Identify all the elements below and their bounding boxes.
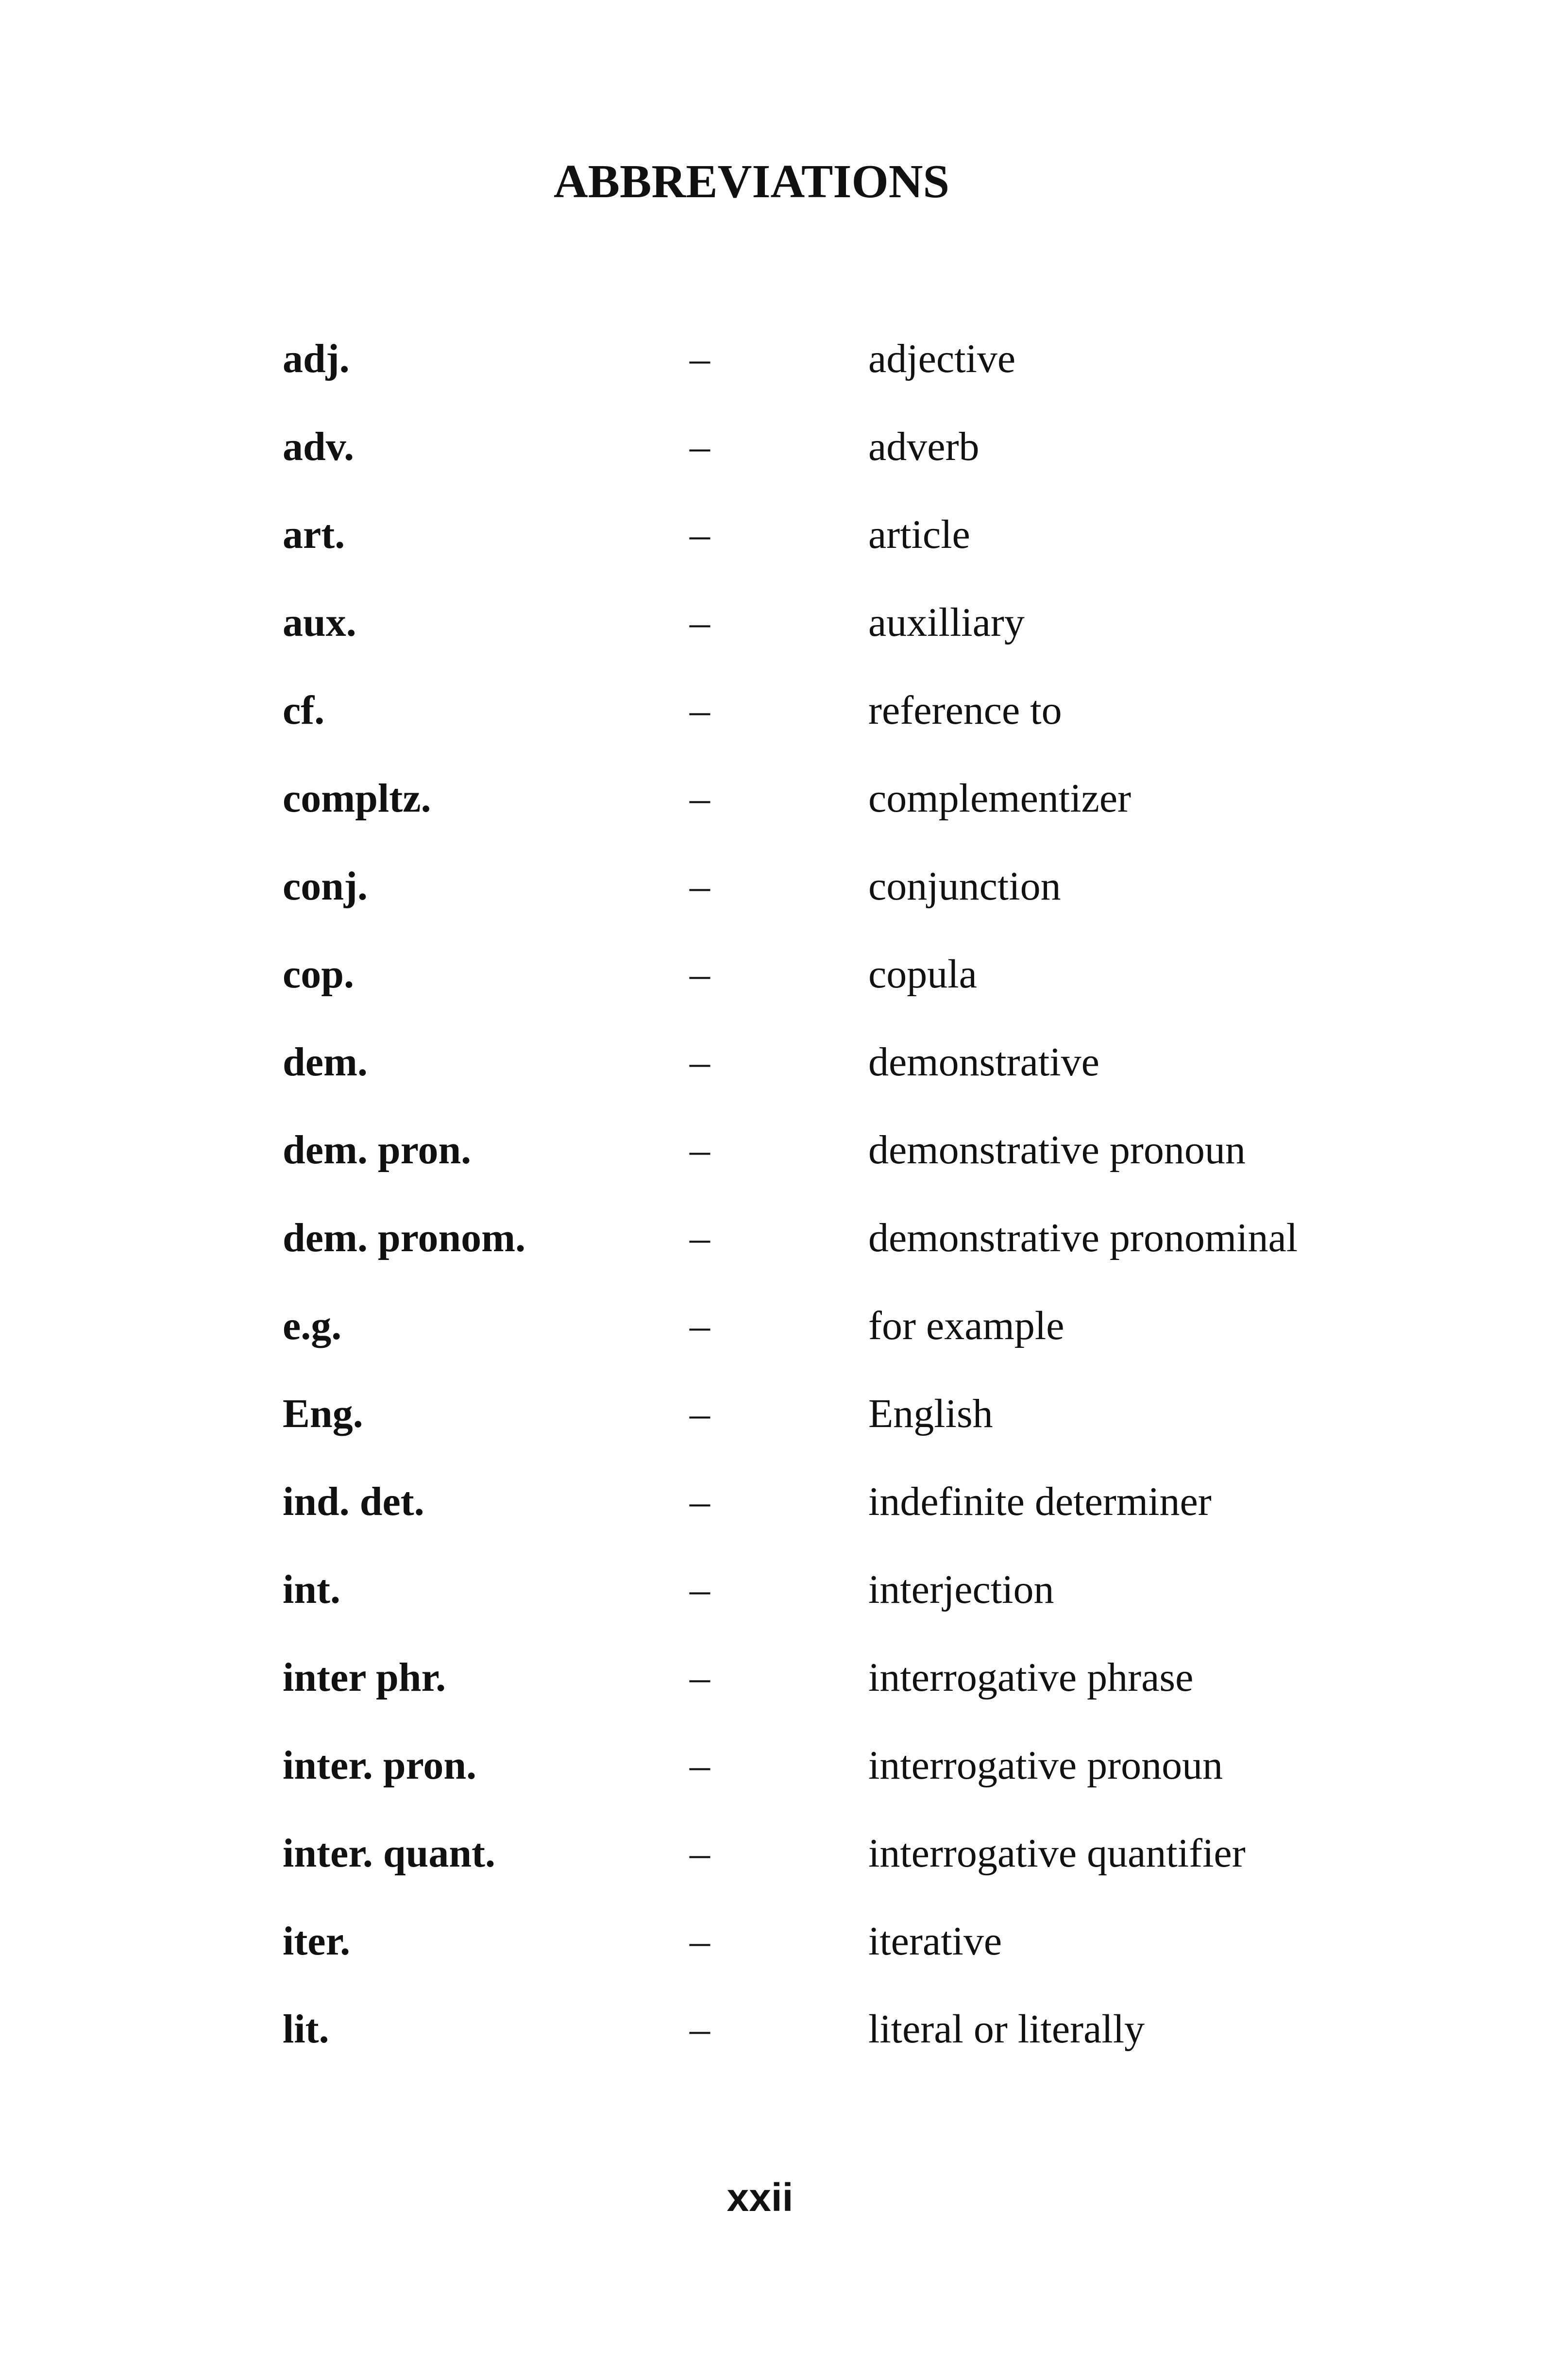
- page-number: xxii: [726, 2176, 794, 2220]
- abbreviation-term: Eng.: [283, 1391, 363, 1436]
- separator-dash: –: [690, 1655, 710, 1700]
- separator-dash: –: [690, 864, 710, 909]
- separator-dash: –: [690, 336, 710, 381]
- separator-dash: –: [690, 424, 710, 469]
- abbreviation-meaning: interrogative pronoun: [868, 1743, 1223, 1788]
- separator-dash: –: [690, 1039, 710, 1085]
- separator-dash: –: [690, 600, 710, 645]
- abbreviation-row: [0, 687, 1554, 745]
- abbreviation-term: dem. pron.: [283, 1127, 472, 1173]
- separator-dash: –: [690, 1215, 710, 1260]
- abbreviation-row: [0, 1478, 1554, 1536]
- abbreviation-row: [0, 775, 1554, 833]
- abbreviation-row: [0, 2006, 1554, 2064]
- abbreviation-row: [0, 599, 1554, 657]
- abbreviation-term: ind. det.: [283, 1479, 424, 1524]
- abbreviation-row: [0, 1742, 1554, 1800]
- abbreviation-row: [0, 951, 1554, 1009]
- abbreviation-term: cf.: [283, 688, 325, 733]
- abbreviation-row: [0, 1390, 1554, 1448]
- abbreviation-meaning: copula: [868, 952, 977, 997]
- abbreviation-meaning: reference to: [868, 688, 1062, 733]
- abbreviation-term: int.: [283, 1567, 341, 1612]
- abbreviation-row: [0, 863, 1554, 921]
- abbreviation-row: [0, 1654, 1554, 1712]
- abbreviation-row: [0, 1918, 1554, 1976]
- abbreviation-meaning: article: [868, 512, 970, 557]
- abbreviation-term: e.g.: [283, 1303, 342, 1348]
- abbreviation-meaning: auxilliary: [868, 600, 1025, 645]
- separator-dash: –: [690, 1391, 710, 1436]
- abbreviation-term: lit.: [283, 2006, 329, 2052]
- abbreviation-row: [0, 1302, 1554, 1360]
- separator-dash: –: [690, 1479, 710, 1524]
- abbreviation-meaning: English: [868, 1391, 993, 1436]
- abbreviation-row: [0, 1126, 1554, 1185]
- separator-dash: –: [690, 688, 710, 733]
- abbreviation-meaning: adjective: [868, 336, 1016, 381]
- abbreviation-term: dem. pronom.: [283, 1215, 526, 1260]
- abbreviation-term: conj.: [283, 864, 368, 909]
- abbreviation-meaning: complementizer: [868, 776, 1132, 821]
- separator-dash: –: [690, 1743, 710, 1788]
- abbreviation-row: [0, 1566, 1554, 1624]
- abbreviation-term: inter phr.: [283, 1655, 446, 1700]
- abbreviation-term: dem.: [283, 1039, 368, 1085]
- abbreviation-meaning: demonstrative pronominal: [868, 1215, 1298, 1260]
- separator-dash: –: [690, 1919, 710, 1964]
- abbreviation-meaning: for example: [868, 1303, 1064, 1348]
- abbreviation-term: inter. quant.: [283, 1831, 496, 1876]
- separator-dash: –: [690, 512, 710, 557]
- abbreviation-meaning: conjunction: [868, 864, 1061, 909]
- separator-dash: –: [690, 1831, 710, 1876]
- abbreviation-term: adv.: [283, 424, 355, 469]
- abbreviation-row: [0, 335, 1554, 393]
- separator-dash: –: [690, 776, 710, 821]
- separator-dash: –: [690, 2006, 710, 2052]
- abbreviation-row: [0, 1038, 1554, 1097]
- abbreviation-term: inter. pron.: [283, 1743, 477, 1788]
- separator-dash: –: [690, 1127, 710, 1173]
- abbreviation-meaning: adverb: [868, 424, 980, 469]
- page-title: ABBREVIATIONS: [553, 155, 950, 208]
- abbreviation-term: art.: [283, 512, 345, 557]
- abbreviation-meaning: demonstrative: [868, 1039, 1099, 1085]
- abbreviation-row: [0, 1830, 1554, 1888]
- separator-dash: –: [690, 1303, 710, 1348]
- abbreviation-meaning: literal or literally: [868, 2006, 1145, 2052]
- abbreviation-term: adj.: [283, 336, 350, 381]
- separator-dash: –: [690, 952, 710, 997]
- abbreviation-row: [0, 1214, 1554, 1273]
- abbreviation-term: aux.: [283, 600, 356, 645]
- abbreviation-meaning: iterative: [868, 1919, 1002, 1964]
- abbreviation-row: [0, 511, 1554, 569]
- abbreviation-meaning: interjection: [868, 1567, 1054, 1612]
- abbreviation-term: compltz.: [283, 776, 431, 821]
- abbreviation-meaning: interrogative phrase: [868, 1655, 1194, 1700]
- separator-dash: –: [690, 1567, 710, 1612]
- abbreviation-meaning: indefinite determiner: [868, 1479, 1212, 1524]
- abbreviation-meaning: interrogative quantifier: [868, 1831, 1246, 1876]
- abbreviation-row: [0, 423, 1554, 481]
- abbreviation-term: cop.: [283, 952, 354, 997]
- abbreviation-meaning: demonstrative pronoun: [868, 1127, 1246, 1173]
- abbreviation-term: iter.: [283, 1919, 351, 1964]
